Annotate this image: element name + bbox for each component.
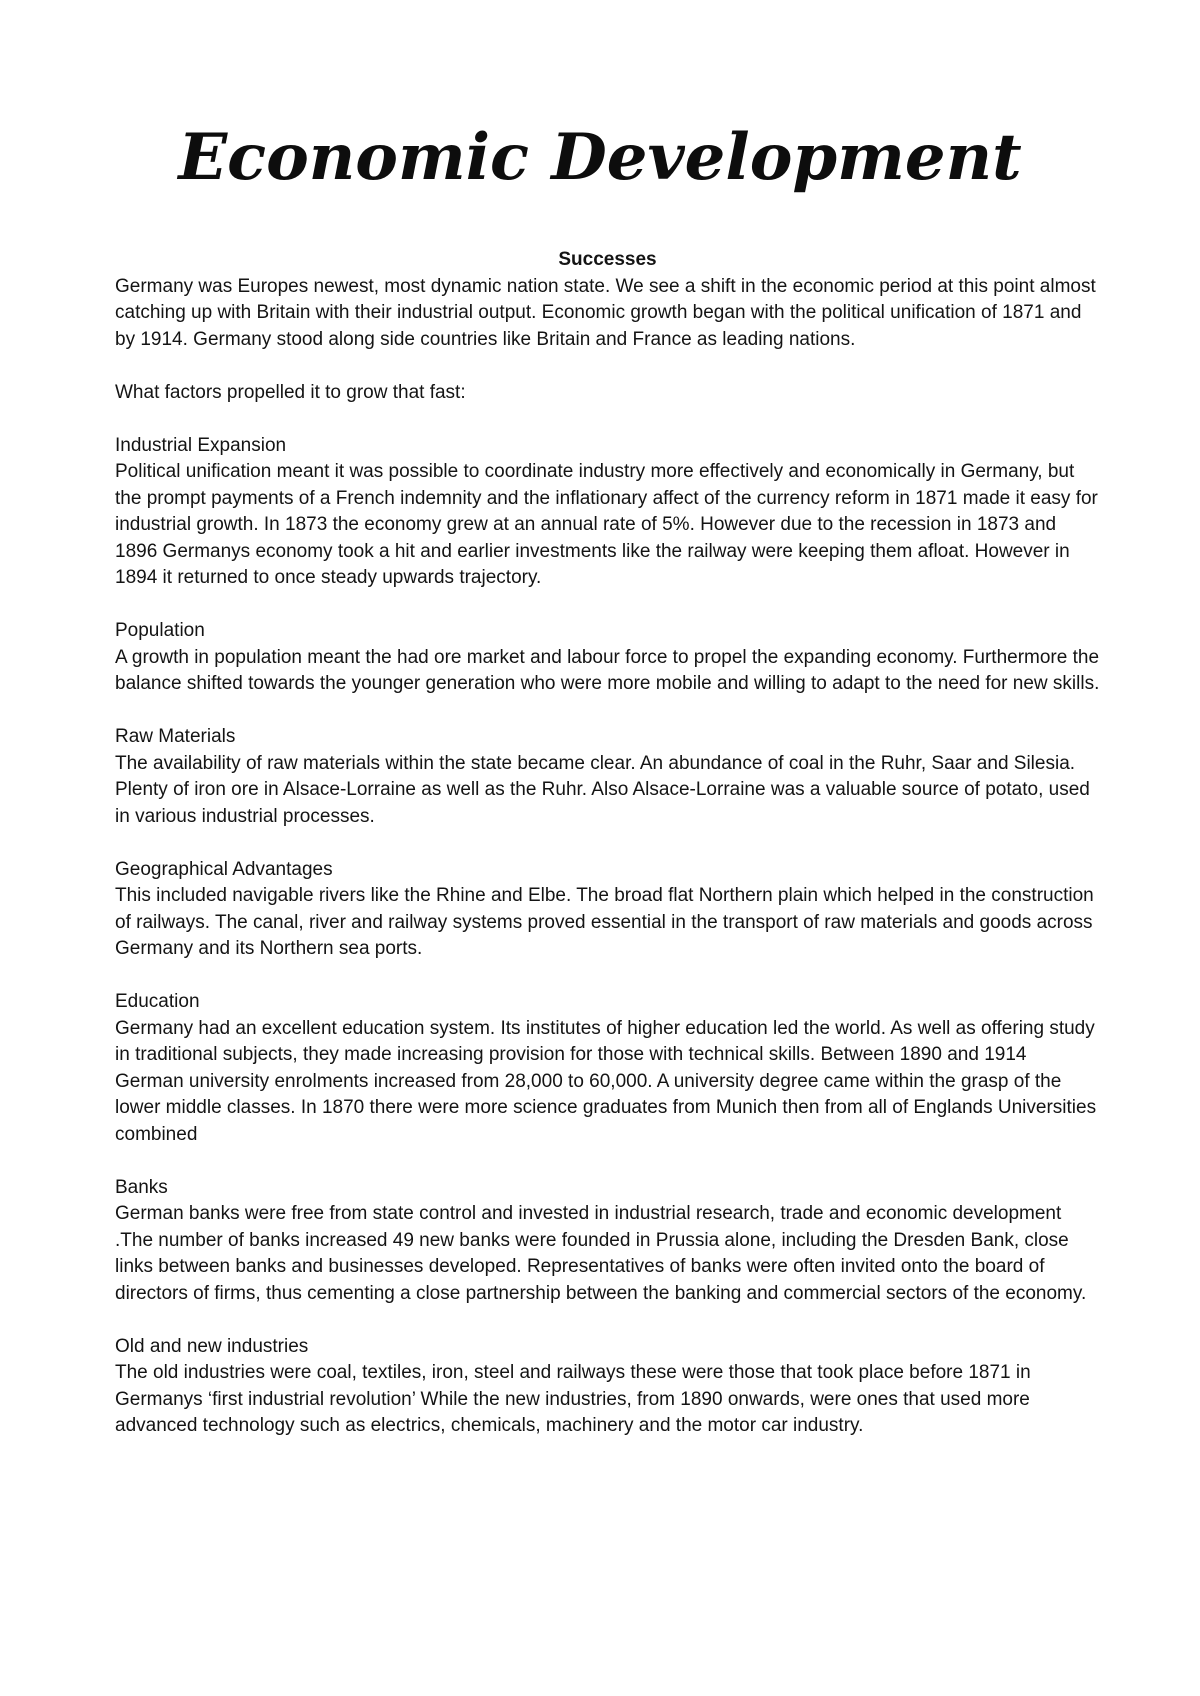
section-body-raw-materials: The availability of raw materials within the state became clear. An abundance of coal in the Ruhr, Saar and Silesia. Plenty of iron ore in Alsace-Lorraine as well as the Ruhr. Also Alsace-Lorraine was a valuable source of potato, used in various industrial processes. [115,752,1090,827]
section-title-education: Education [115,991,200,1012]
section-title-old-new-industries: Old and new industries [115,1335,309,1357]
paragraph-gap [115,698,1100,725]
paragraph-gap [115,1307,1100,1334]
section-title-raw-materials: Raw Materials [115,726,236,747]
section-title-geographical-advantages: Geographical Advantages [115,858,333,880]
paragraph-gap [115,592,1100,619]
question-paragraph: What factors propelled it to grow that fast: [115,381,466,403]
paragraph-gap [115,1148,1100,1175]
document-body [115,247,1100,1440]
paragraph-gap [115,830,1100,857]
section-body-geographical-advantages: This included navigable rivers like the Rhine and Elbe. The broad flat Northern plain which helped in the construction of railways. The canal, river and railway systems proved essential in the transport of raw materials and goods across Germany and its Northern sea ports. [115,885,1094,959]
paragraph-gap [115,406,1100,433]
section-title-industrial-expansion: Industrial Expansion [115,434,287,456]
section-body-banks: German banks were free from state control and invested in industrial research, trade and economic development .The number of banks increased 49 new banks were founded in Prussia alone, including the Dresden Bank, close links between banks and businesses developed. Representatives of banks were often invited onto the board of directors of firms, thus cementing a close partnership between the banking and commercial sectors of the economy. [115,1203,1087,1304]
paragraph-gap [115,353,1100,380]
section-body-population: A growth in population meant the had ore market and labour force to propel the expanding economy. Furthermore the balance shifted towards the younger generation who were more mobile and willing to adapt to the need for new skills. [115,646,1100,694]
section-body-old-new-industries: The old industries were coal, textiles, iron, steel and railways these were those that took place before 1871 in Germanys ‘first industrial revolution’ While the new industries, from 1890 onwards, were ones that used more advanced technology such as electrics, chemicals, machinery and the motor car industry. [115,1362,1031,1436]
section-heading-successes: Successes [558,249,657,270]
section-title-banks: Banks [115,1176,168,1198]
section-title-population: Population [115,620,205,641]
paragraph-gap [115,963,1100,990]
intro-paragraph: Germany was Europes newest, most dynamic nation state. We see a shift in the economic period at this point almost catching up with Britain with their industrial output. Economic growth began with the political unification of 1871 and by 1914. Germany stood along side countries like Britain and France as leading nations. [115,275,1096,350]
section-body-education: Germany had an excellent education system. Its institutes of higher education led the world. As well as offering study in traditional subjects, they made increasing provision for those with technical skills. Between 1890 and 1914 German university enrolments increased from 28,000 to 60,000. A university degree came within the grasp of the lower middle classes. In 1870 there were more science graduates from Munich then from all of Englands Universities combined [115,1017,1097,1145]
section-body-industrial-expansion: Political unification meant it was possible to coordinate industry more effectively and economically in Germany, but the prompt payments of a French indemnity and the inflationary affect of the currency reform in 1871 made it easy for industrial growth. In 1873 the economy grew at an annual rate of 5%. However due to the recession in 1873 and 1896 Germanys economy took a hit and earlier investments like the railway were keeping them afloat. However in 1894 it returned to once steady upwards trajectory. [115,461,1098,588]
document-title: Economic Development [178,120,1022,195]
